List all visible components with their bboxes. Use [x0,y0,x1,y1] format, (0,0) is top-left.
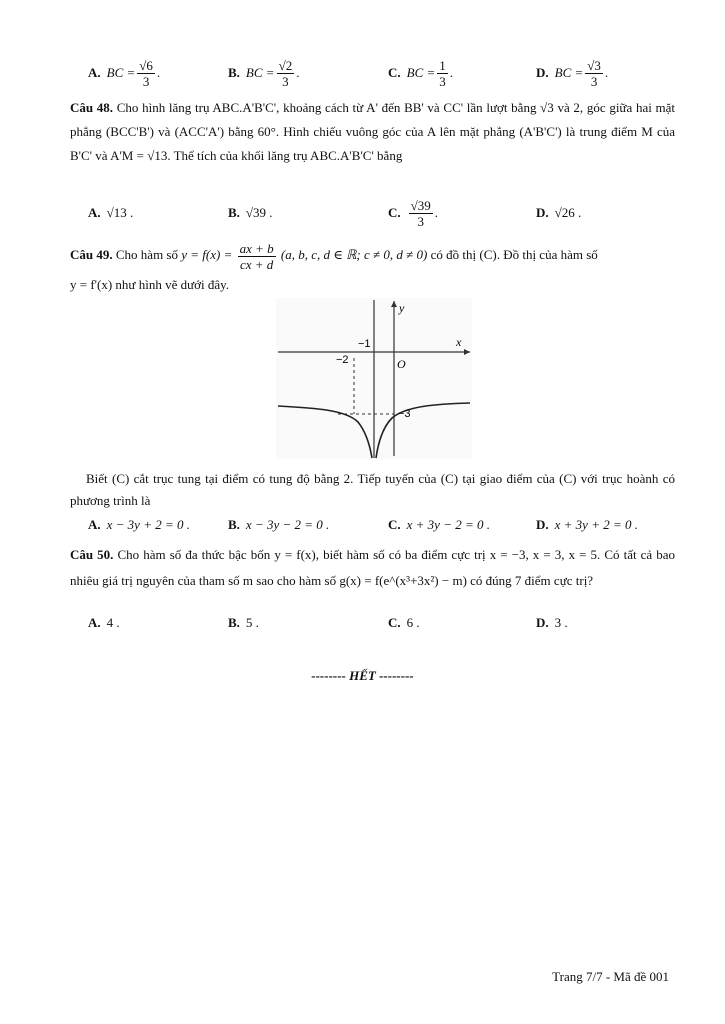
q49-option-d[interactable]: D. x + 3y + 2 = 0 . [536,517,638,532]
fraction: $\frac{√3}{3}$ [587,57,601,89]
q50-options [88,606,678,640]
q50-option-b[interactable]: B. 5 . [228,615,259,630]
label-minus-3: −3 [398,408,411,420]
q49-text-2: y = f'(x) như hình vẽ dưới đây. [70,277,230,292]
end-marker: -------- HẾT -------- [311,668,414,683]
q47-options [88,56,678,90]
label-origin: O [397,357,406,371]
page-footer: Trang 7/7 - Mã đề 001 [552,969,669,984]
q47-option-d[interactable]: D. BC = $\frac{√3}{3}$ . [536,57,609,89]
derivative-graph [276,298,472,459]
q48-text: Câu 48. Cho hình lăng trụ ABC.A'B'C', khoảng cách từ A' đến BB' và CC' lần lượt bằng √3 và 2, góc giữa hai mặt phẳng (BCC'B') và (ACC'A') bằng 60°. Hình chiếu vuông góc của A lên mặt phẳng (A'B'C') là trung điểm M của B'C' và A'M = √13. Thể tích của khối lăng trụ ABC.A'B'C' bằng [70,100,676,163]
fraction: $\frac{√2}{3}$ [278,57,293,89]
q50-option-c[interactable]: C. 6 . [388,615,420,630]
q50-option-d[interactable]: D. 3 . [536,615,568,630]
label-minus-2: −2 [336,354,349,366]
q48-option-b[interactable]: B. √39 . [228,205,273,220]
function-fraction: $\frac{ax + b}{cx + d}$ [239,240,274,272]
label-minus-1: −1 [358,338,371,350]
label-x: x [456,335,462,349]
q48-option-c[interactable]: C. $\frac{√39}{3}$ . [388,197,439,229]
q48-option-a[interactable]: A. √13 . [88,205,134,220]
q49-options [88,508,678,542]
q47-option-c[interactable]: C. BC = $\frac{1}{3}$ . [388,57,454,89]
q49-option-c[interactable]: C. x + 3y − 2 = 0 . [388,517,490,532]
q50-text: Câu 50. Cho hàm số đa thức bậc bốn y = f(x), biết hàm số có ba điểm cực trị x = −3, x = 3, x = 5. Có tất cả bao nhiêu giá trị nguyên của tham số m sao cho hàm số g(x) = f(e^(x³+3x²) − m) có đúng 7 điểm cực trị? [70,547,676,588]
q49-option-b[interactable]: B. x − 3y − 2 = 0 . [228,517,330,532]
q47-option-b[interactable]: B. BC = $\frac{√2}{3}$ . [228,57,300,89]
q49-option-a[interactable]: A. x − 3y + 2 = 0 . [88,517,190,532]
q48-option-d[interactable]: D. √26 . [536,205,582,220]
fraction: $\frac{√39}{3}$ [410,197,431,229]
q49-text-3: Biết (C) cắt trục tung tại điểm có tung độ bằng 2. Tiếp tuyến của (C) tại giao điểm của (C) với trục hoành có phương trình là [70,471,675,508]
q50-option-a[interactable]: A. 4 . [88,615,120,630]
q47-option-a[interactable]: A. BC = $\frac{√6}{3}$ . [88,57,161,89]
fraction: $\frac{1}{3}$ [439,57,446,89]
q49-text: Câu 49. Cho hàm số y = f(x) = $\frac{ax + b}{cx + d}$ (a, b, c, d ∈ ℝ; c ≠ 0, d ≠ 0) có đồ thị (C). Đồ thị của hàm số [70,240,598,272]
label-y: y [399,301,405,315]
fraction: $\frac{√6}{3}$ [139,57,153,89]
q48-options [88,196,678,230]
